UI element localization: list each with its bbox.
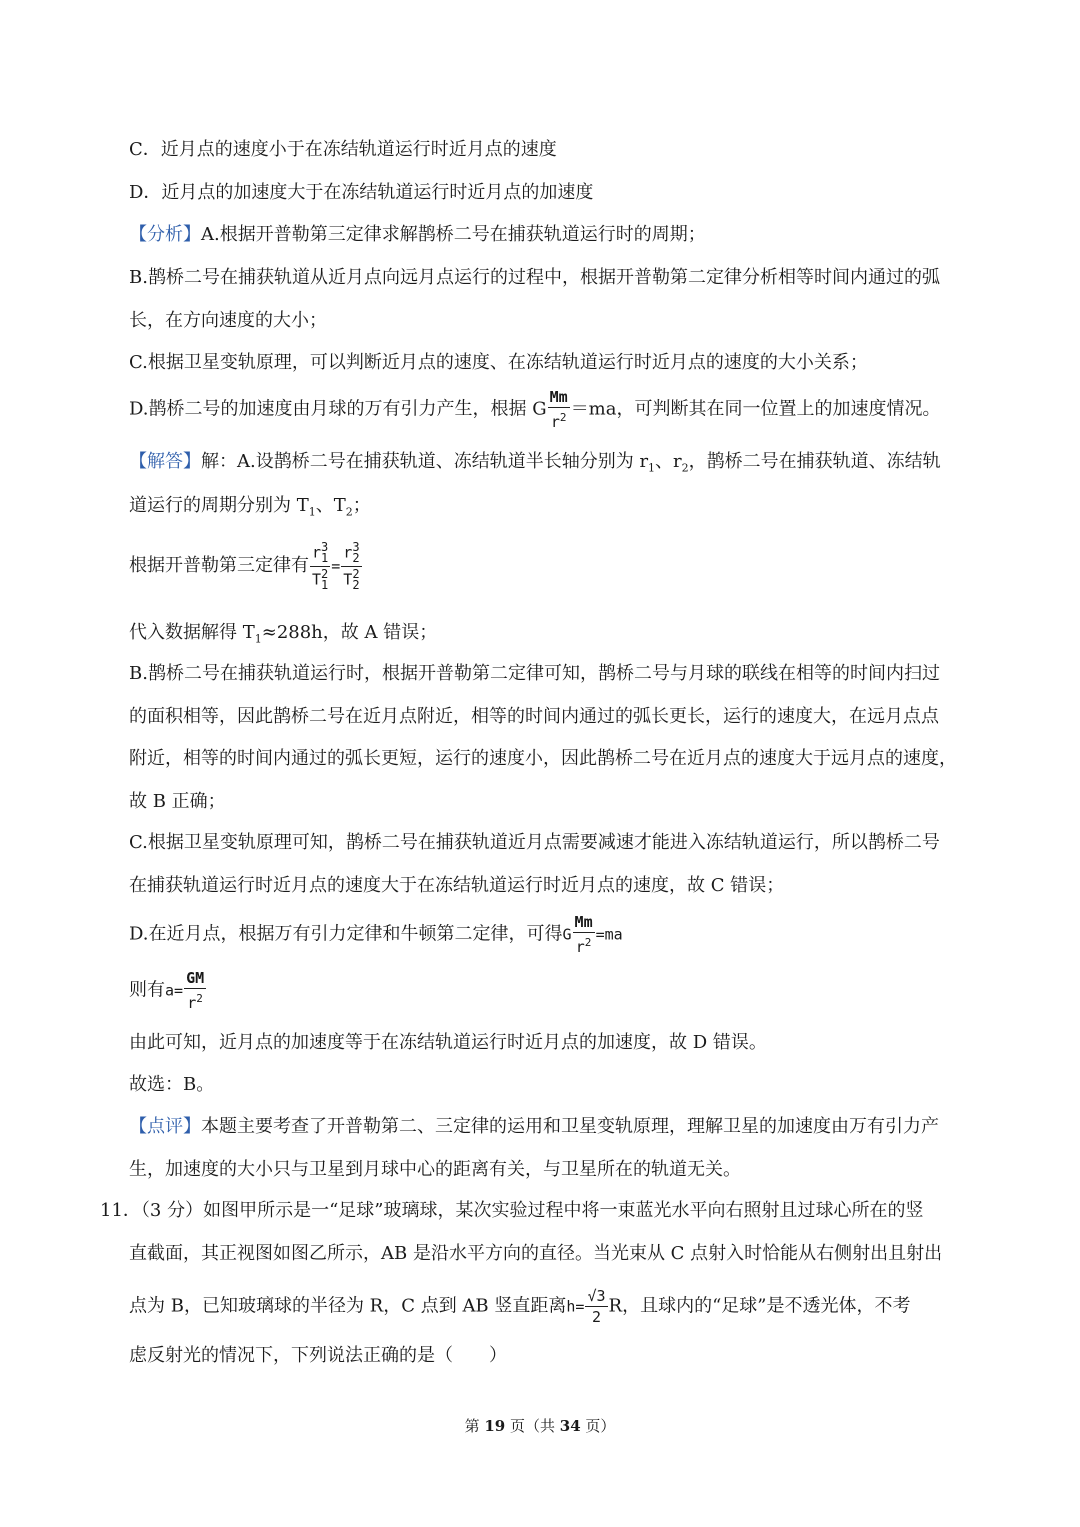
page-footer: 第 19 页（共 34 页） xyxy=(464,1417,616,1435)
analysis-a: 【分析】A.根据开普勒第三定律求解鹊桥二号在捕获轨道运行时的周期； xyxy=(129,224,706,245)
answer-d-1: D.在近月点，根据万有引力定律和牛顿第二定律，可得G $\frac{Mm}{r^2}$ =ma xyxy=(129,913,623,956)
question-number: 11． xyxy=(100,1200,141,1221)
question-11-line-2: 直截面，其正视图如图乙所示，AB 是沿水平方向的直径。当光束从 C 点射入时恰能从右侧射出且射出 xyxy=(129,1243,943,1264)
formula-sqrt3-over-2: $\frac{√3}{2}$ xyxy=(587,1287,606,1326)
question-11-line-1: 11．（3 分）如图甲所示是一“足球”玻璃球，某次实验过程中将一束蓝光水平向右照射且过球心所在的竖 xyxy=(100,1200,924,1221)
formula-gm-r2: $\frac{GM}{r^2}$ xyxy=(186,969,205,1012)
formula-mm-r2-ma: $\frac{Mm}{r^2}$ xyxy=(574,913,593,956)
formula-gmm-r2: $\frac{Mm}{r^2}$ xyxy=(549,388,568,431)
formula-r1-t1: r 3 1 T 2 1 xyxy=(312,539,329,592)
total-pages: 34 xyxy=(559,1417,581,1435)
answer-kepler3: 根据开普勒第三定律有 r 3 1 T 2 1 = r 3 2 T 2 2 xyxy=(129,539,360,592)
comment-tag: 【点评】 xyxy=(129,1116,201,1137)
answer-c-1: C.根据卫星变轨原理可知，鹊桥二号在捕获轨道近月点需要减速才能进入冻结轨道运行，所以鹊桥二号 xyxy=(129,832,940,853)
answer-d-3: 由此可知，近月点的加速度等于在冻结轨道运行时近月点的加速度，故 D 错误。 xyxy=(129,1032,767,1053)
comment-1: 【点评】本题主要考查了开普勒第二、三定律的运用和卫星变轨原理，理解卫星的加速度由万有引力产 xyxy=(129,1116,939,1137)
comment-2: 生，加速度的大小只与卫星到月球中心的距离有关，与卫星所在的轨道无关。 xyxy=(129,1159,741,1180)
option-d: D．近月点的加速度大于在冻结轨道运行时近月点的加速度 xyxy=(129,182,594,203)
question-11-line-4: 虑反射光的情况下，下列说法正确的是（ ） xyxy=(129,1345,507,1366)
current-page: 19 xyxy=(484,1417,506,1435)
answer-c-2: 在捕获轨道运行时近月点的速度大于在冻结轨道运行时近月点的速度，故 C 错误； xyxy=(129,875,785,896)
question-11-line-3: 点为 B，已知玻璃球的半径为 R，C 点到 AB 竖直距离h= $\frac{√3}{2}$ R，且球内的“足球”是不透光体，不考 xyxy=(129,1287,911,1326)
answer-result-a: 代入数据解得 $T_1\approx 288h$，故 A 错误； xyxy=(129,622,438,646)
analysis-b-2: 长，在方向速度的大小； xyxy=(129,310,327,331)
option-c: C．近月点的速度小于在冻结轨道运行时近月点的速度 xyxy=(129,139,557,160)
answer-choice: 故选：B。 xyxy=(129,1074,215,1095)
analysis-b-1: B.鹊桥二号在捕获轨道从近月点向远月点运行的过程中，根据开普勒第二定律分析相等时间内通过的弧 xyxy=(129,267,940,288)
answer-d-2: 则有a= $\frac{GM}{r^2}$ xyxy=(129,969,205,1012)
answer-b-3: 附近，相等的时间内通过的弧长更短，运行的速度小，因此鹊桥二号在近月点的速度大于远月点的速度， xyxy=(129,748,957,769)
answer-b-2: 的面积相等，因此鹊桥二号在近月点附近，相等的时间内通过的弧长更长，运行的速度大，在远月点点 xyxy=(129,706,939,727)
answer-tag: 【解答】 xyxy=(129,451,201,472)
answer-1: 【解答】解：A.设鹊桥二号在捕获轨道、冻结轨道半长轴分别为 $r_1$、$r_2$，鹊桥二号在捕获轨道、冻结轨 xyxy=(129,451,941,475)
analysis-tag: 【分析】 xyxy=(129,224,201,245)
answer-2: 道运行的周期分别为 $T_1$、$T_2$； xyxy=(129,495,371,519)
analysis-c: C.根据卫星变轨原理，可以判断近月点的速度、在冻结轨道运行时近月点的速度的大小关系； xyxy=(129,352,868,373)
formula-r2-t2: r 3 2 T 2 2 xyxy=(343,539,360,592)
answer-b-4: 故 B 正确； xyxy=(129,791,226,812)
answer-b-1: B.鹊桥二号在捕获轨道运行时，根据开普勒第二定律可知，鹊桥二号与月球的联线在相等的时间内扫过 xyxy=(129,663,940,684)
analysis-d: D.鹊桥二号的加速度由月球的万有引力产生，根据 G $\frac{Mm}{r^2}$ ＝ma，可判断其在同一位置上的加速度情况。 xyxy=(129,388,941,431)
